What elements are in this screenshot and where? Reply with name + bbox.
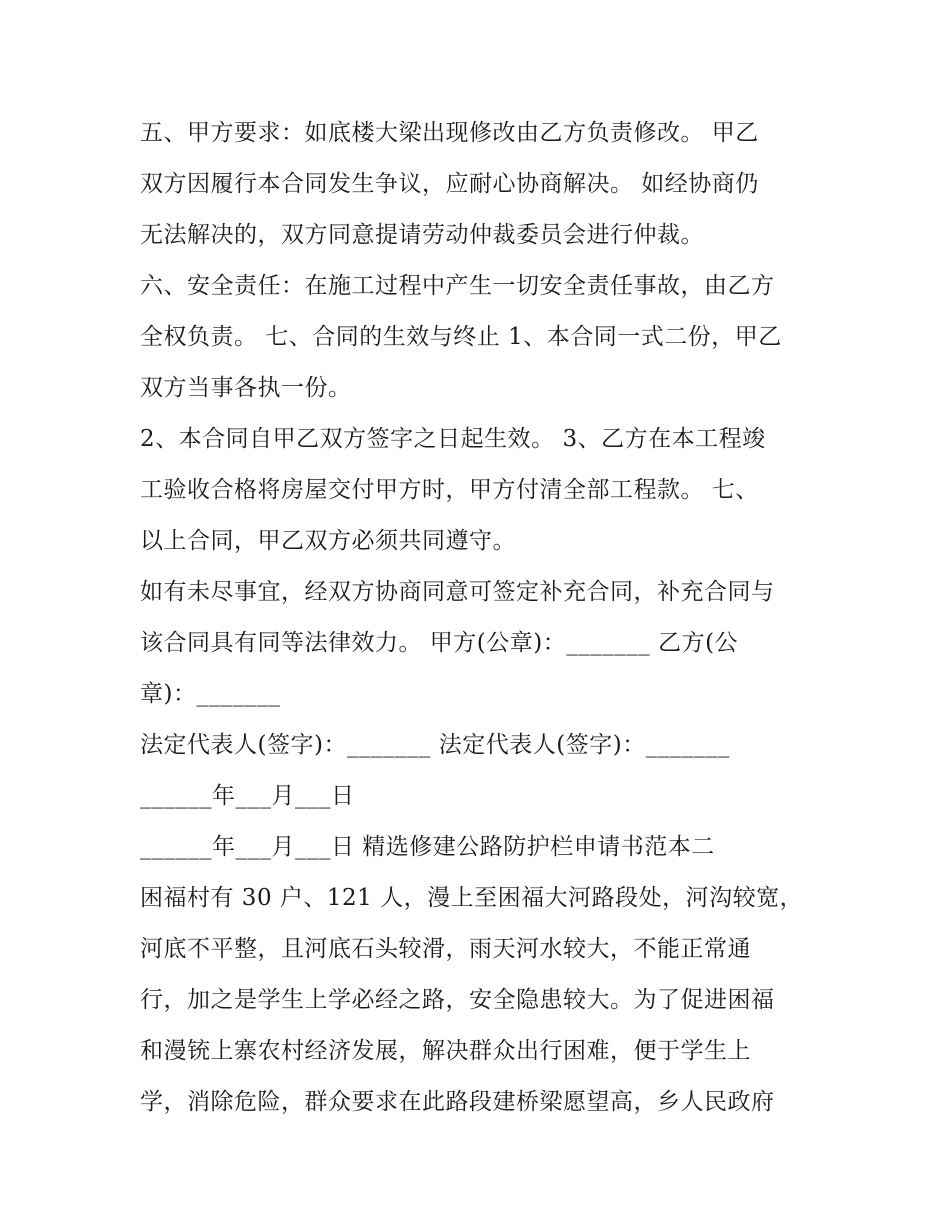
text-line: 该合同具有同等法律效力。 甲方(公章)：_______ 乙方(公 bbox=[140, 630, 739, 656]
text-line: 无法解决的，双方同意提请劳动仲裁委员会进行仲裁。 bbox=[140, 222, 704, 248]
text-line: 河底不平整，且河底石头较滑，雨天河水较大，不能正常通 bbox=[140, 936, 751, 962]
text-line: 困福村有 30 户、121 人，漫上至困福大河路段处，河沟较宽， bbox=[140, 885, 804, 911]
text-line: 六、安全责任：在施工过程中产生一切安全责任事故，由乙方 bbox=[140, 273, 775, 299]
text-line: 行，加之是学生上学必经之路，安全隐患较大。为了促进困福 bbox=[140, 987, 775, 1013]
document-body bbox=[140, 108, 830, 1128]
text-line: 章)：_______ bbox=[140, 681, 281, 707]
text-line: 双方当事各执一份。 bbox=[140, 375, 352, 401]
date-line: ______年___月___日 bbox=[140, 783, 355, 809]
date-line: ______年___月___日 精选修建公路防护栏申请书范本二 bbox=[140, 834, 715, 860]
text-line: 双方因履行本合同发生争议，应耐心协商解决。 如经协商仍 bbox=[140, 171, 759, 197]
text-line: 学，消除危险，群众要求在此路段建桥梁愿望高，乡人民政府 bbox=[140, 1089, 775, 1115]
text-line: 全权负责。 七、合同的生效与终止 1、本合同一式二份，甲乙 bbox=[140, 324, 782, 350]
text-line: 工验收合格将房屋交付甲方时，甲方付清全部工程款。 七、 bbox=[140, 477, 759, 503]
text-line: 如有未尽事宜，经双方协商同意可签定补充合同，补充合同与 bbox=[140, 579, 775, 605]
text-line: 五、甲方要求：如底楼大梁出现修改由乙方负责修改。 甲乙 bbox=[140, 120, 759, 146]
text-line: 和漫铳上寨农村经济发展，解决群众出行困难，便于学生上 bbox=[140, 1038, 751, 1064]
text-line: 以上合同，甲乙双方必须共同遵守。 bbox=[140, 528, 516, 554]
text-line: 2、本合同自甲乙双方签字之日起生效。 3、乙方在本工程竣 bbox=[140, 426, 766, 452]
signature-line: 法定代表人(签字)：_______ 法定代表人(签字)：_______ bbox=[140, 732, 730, 758]
